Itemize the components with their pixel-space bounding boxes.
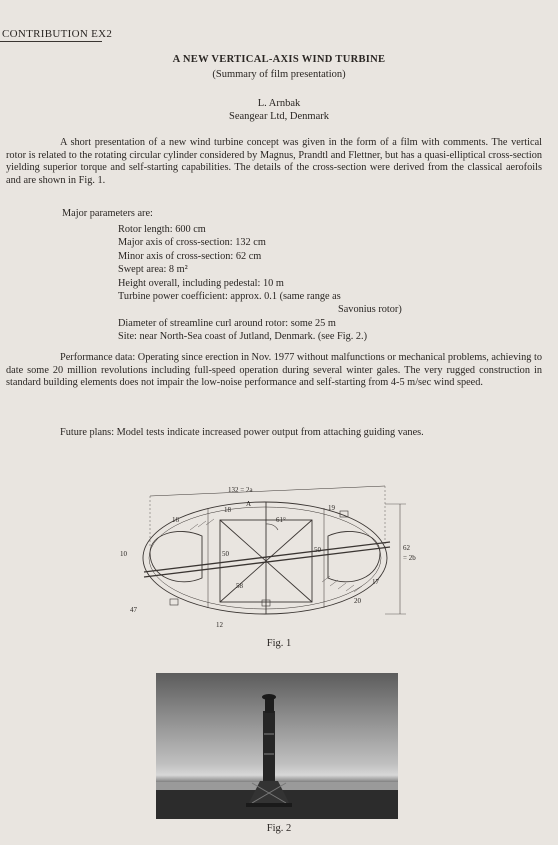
future-plans-paragraph: Future plans: Model tests indicate increased power output from attaching guiding vanes.	[60, 427, 424, 438]
param-power-coefficient: Turbine power coefficient: approx. 0.1 (same range as	[118, 291, 341, 303]
part-label-50a: 50	[222, 550, 229, 558]
rotor-inner-outline	[149, 507, 381, 609]
part-label-58: 58	[236, 582, 243, 590]
part-label-18: 18	[224, 506, 231, 514]
param-rotor-length: Rotor length: 600 cm	[118, 224, 206, 235]
rotor-outline	[143, 502, 387, 614]
part-label-10: 10	[120, 550, 127, 558]
author-name: L. Arnbak	[257, 98, 301, 109]
performance-paragraph: Performance data: Operating since erection in Nov. 1977 without malfunctions or mechanical problems, achieving to date some 20 million revolutions including full-speed operation during several winter gales. The very rugged construction in standard building elements does not impair the low-noise performance and self-starting from 4-5 m/sec wind speed.	[6, 352, 542, 389]
figure-1-cross-section	[110, 478, 430, 636]
turbine-tower-photo	[156, 673, 398, 819]
contribution-underline	[0, 41, 102, 42]
param-height: Height overall, including pedestal: 10 m	[118, 277, 284, 289]
part-label-a: A	[246, 500, 252, 508]
param-site: Site: near North-Sea coast of Jutland, Denmark. (see Fig. 2.)	[118, 331, 368, 343]
major-parameters-label: Major parameters are:	[62, 208, 153, 219]
author-affiliation: Seangear Ltd, Denmark	[228, 111, 329, 122]
part-label-17: 17	[372, 578, 379, 586]
part-label-20: 20	[354, 597, 361, 605]
dim-major-label: 132 = 2a	[228, 486, 253, 494]
param-power-coefficient-cont: Savonius rotor)	[338, 304, 402, 316]
param-minor-axis: Minor axis of cross-section: 62 cm	[118, 250, 262, 262]
part-label-12: 12	[216, 621, 223, 629]
left-lobe	[150, 531, 202, 581]
contribution-label: CONTRIBUTION EX2	[2, 28, 113, 40]
part-label-50b: 50	[314, 546, 321, 554]
right-lobe	[328, 531, 380, 581]
param-major-axis: Major axis of cross-section: 132 cm	[118, 237, 266, 249]
figure-2-photo	[156, 673, 398, 819]
part-label-47: 47	[130, 606, 137, 614]
part-label-19: 19	[328, 504, 335, 512]
param-swept-area: Swept area: 8 m²	[118, 264, 188, 276]
paper-subtitle: (Summary of film presentation)	[212, 69, 346, 80]
intro-paragraph: A short presentation of a new wind turbine concept was given in the form of a film with comments. The vertical rotor is related to the rotating circular cylinder considered by Magnus, Prandtl and Flettner, but has a quasi-elliptical cross-section yielding superior torque and self-starting capabilities. The details of the cross-section were derived from the classical aerofoils and are shown in Fig. 1.	[6, 137, 542, 186]
param-streamline-diameter: Diameter of streamline curl around rotor: some 25 m	[118, 317, 336, 329]
parameter-list	[118, 223, 402, 344]
dim-minor-label: 62	[403, 544, 410, 552]
figure-2-caption: Fig. 2	[266, 823, 292, 834]
figure-1-caption: Fig. 1	[266, 638, 292, 649]
part-label-16: 16	[172, 516, 179, 524]
paper-title: A NEW VERTICAL-AXIS WIND TURBINE	[172, 54, 386, 65]
angle-label: 61°	[276, 516, 286, 524]
dim-b-label: = 2b	[403, 554, 416, 562]
